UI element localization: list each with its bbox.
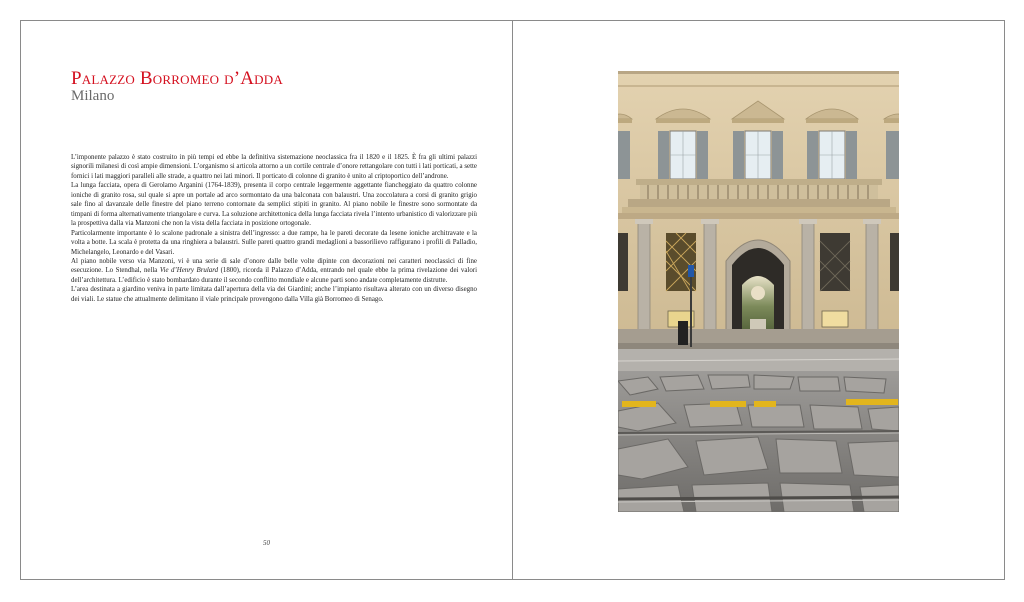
page-title: Palazzo Borromeo d’Adda bbox=[71, 68, 283, 89]
paragraph-4 bbox=[71, 257, 477, 285]
book-title-italic: Vie d’Henry Brulard bbox=[159, 267, 219, 275]
page-subtitle: Milano bbox=[71, 88, 115, 104]
paragraph-4-text-before: Al piano nobile verso via Manzoni, vi è una serie di sale d’onore dalle belle volte dipinte con decorazioni nei caratteri neoclassici di fine esecuzione. Lo Stendhal, nella bbox=[71, 257, 477, 275]
paragraph-4-text-after: (1800), ricorda il Palazzo d’Adda, entrando nel quale ebbe la prima rivelazione dei valori dell’architettura. L’edificio è stato bombardato durante il secondo conflitto mondiale e alcune parti sono andate completamente distrutte. bbox=[71, 267, 477, 284]
page-number: 50 bbox=[263, 539, 270, 547]
paragraph-5: L’area destinata a giardino veniva in parte limitata dall’apertura della via dei Giardini; anche l’impianto risultava alterato con un diverso disegno dei viali. Le statue che attualmente delimitano il viale principale provengono dalla Villa già Borromeo di Senago. bbox=[71, 286, 477, 303]
paragraph-2: La lunga facciata, opera di Gerolamo Arganini (1764-1839), presenta il corpo centrale leggermente aggettante fiancheggiato da quattro colonne ioniche di granito rosa, sul quale si apre un portale ad arco sormontato da una balconata con balaustri. Una zoccolatura a corsi di granito grigio sale fino al davanzale delle finestre del piano terreno contornate da semplici stipiti in granito. Al piano nobile le finestre sono sormontate da timpani di forma alternativamente triangolare e curva. La soluzione architettonica della lunga facciata rivela l’intento urbanistico di valorizzare più la prospettiva dalla via Manzoni che non la vista della facciata in posizione ortogonale. bbox=[71, 182, 477, 228]
paragraph-3: Particolarmente importante è lo scalone padronale a sinistra dell’ingresso: a due rampe, ha le pareti decorate da lesene ioniche architravate e la volta a botte. La scala è protetta da una ringhiera a balaustri. Sulle pareti quattro grandi medaglioni a bassorilievo raffigurano i profili di Palladio, Michelangelo, Leonardo e del Vasari. bbox=[71, 229, 477, 256]
left-page bbox=[20, 20, 513, 580]
palazzo-facade-photo bbox=[618, 71, 899, 512]
paragraph-1: L’imponente palazzo è stato costruito in più tempi ed ebbe la definitiva sistemazione neoclassica fra il 1820 e il 1825. È fra gli ultimi palazzi signorili milanesi di così ampie dimensioni. L’organismo si articola attorno a un cortile centrale d’onore rettangolare con tutti i lati porticati, a sette fornici i lati maggiori paralleli alle strade, a quattro nei lati minori. Il porticato di colonne di granito è unito al criptoportico dell’androne. bbox=[71, 154, 477, 180]
right-page bbox=[512, 20, 1005, 580]
body-text bbox=[71, 153, 477, 304]
